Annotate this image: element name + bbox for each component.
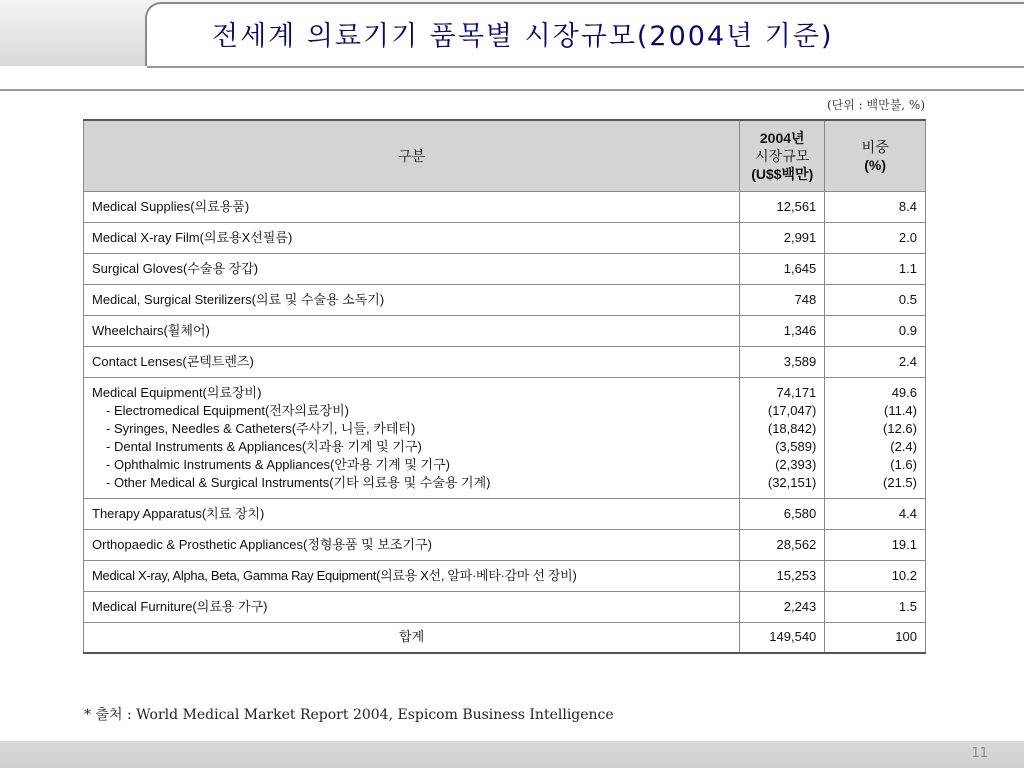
- sub-item-name: - Electromedical Equipment(전자의료장비): [92, 402, 731, 420]
- row-share: 10.2: [825, 560, 926, 591]
- table-row: [84, 191, 926, 222]
- row-share: 0.5: [825, 284, 926, 315]
- header-size-year: 2004년: [759, 129, 805, 146]
- header-category: 구분: [84, 120, 740, 191]
- row-name: Orthopaedic & Prosthetic Appliances(정형용품 및 보조기구): [84, 529, 740, 560]
- total-share: 100: [825, 622, 926, 653]
- sub-item-share: (1.6): [890, 456, 917, 472]
- market-table-container: [83, 119, 926, 654]
- header-size-label: 시장규모: [755, 147, 810, 164]
- market-size-table: [83, 119, 926, 654]
- row-size: 2,243: [740, 591, 825, 622]
- row-share: 0.9: [825, 315, 926, 346]
- row-size: 12,561: [740, 191, 825, 222]
- total-label: 합계: [84, 622, 740, 653]
- equipment-name: Medical Equipment(의료장비): [92, 384, 262, 400]
- row-size: 6,580: [740, 498, 825, 529]
- row-name: Medical, Surgical Sterilizers(의료 및 수술용 소독기): [84, 284, 740, 315]
- row-share: 8.4: [825, 191, 926, 222]
- row-share: 2.4: [825, 346, 926, 377]
- source-note: * 출처 : World Medical Market Report 2004, Espicom Business Intelligence: [84, 707, 614, 723]
- row-size: 1,346: [740, 315, 825, 346]
- footer-band: [0, 741, 1024, 768]
- row-name: Contact Lenses(콘텍트렌즈): [84, 346, 740, 377]
- header-divider: [0, 89, 1024, 91]
- row-size: 1,645: [740, 253, 825, 284]
- table-total-row: [84, 622, 926, 653]
- sub-item-size: (2,393): [775, 456, 817, 472]
- equipment-share: 49.6: [891, 384, 917, 400]
- total-size: 149,540: [740, 622, 825, 653]
- table-row: [84, 315, 926, 346]
- unit-note: (단위 : 백만불, %): [826, 98, 925, 112]
- row-size: [740, 377, 825, 498]
- sub-item-share: (2.4): [890, 438, 917, 454]
- sub-item-name: - Ophthalmic Instruments & Appliances(안과용 기계 및 기구): [92, 456, 731, 474]
- table-row: [84, 498, 926, 529]
- row-share: 4.4: [825, 498, 926, 529]
- sub-item-share: (11.4): [884, 402, 917, 418]
- row-name: Medical X-ray, Alpha, Beta, Gamma Ray Equipment(의료용 X선, 알파·베타·감마 선 장비): [84, 560, 740, 591]
- row-share: [825, 377, 926, 498]
- equipment-size: 74,171: [776, 384, 817, 400]
- sub-item-size: (3,589): [775, 438, 817, 454]
- row-name: Surgical Gloves(수술용 장갑): [84, 253, 740, 284]
- sub-item-share: (12.6): [883, 420, 917, 436]
- row-size: 748: [740, 284, 825, 315]
- row-size: 15,253: [740, 560, 825, 591]
- sub-item-share: (21.5): [883, 474, 917, 490]
- slide-title: 전세계 의료기기 품목별 시장규모(2004년 기준): [212, 21, 834, 52]
- row-name: Medical X-ray Film(의료용X선필름): [84, 222, 740, 253]
- page-number: 11: [971, 746, 988, 761]
- table-row: [84, 222, 926, 253]
- row-name: Medical Supplies(의료용품): [84, 191, 740, 222]
- row-name: Wheelchairs(휠체어): [84, 315, 740, 346]
- row-size: 28,562: [740, 529, 825, 560]
- header-share-unit: (%): [864, 156, 887, 173]
- table-row: [84, 529, 926, 560]
- header-market-size: [740, 120, 825, 191]
- table-row-medical-equipment: [84, 377, 926, 498]
- sub-item-size: (17,047): [767, 402, 817, 418]
- header-size-unit: (U$$백만): [751, 165, 814, 182]
- sub-item-size: (32,151): [767, 474, 817, 490]
- table-row: [84, 591, 926, 622]
- sub-item-name: - Dental Instruments & Appliances(치과용 기계 및 기구): [92, 438, 731, 456]
- table-header-row: [84, 120, 926, 191]
- header-share-label: 비중: [861, 138, 889, 155]
- table-row: [84, 560, 926, 591]
- row-name: Therapy Apparatus(치료 장치): [84, 498, 740, 529]
- row-name: [84, 377, 740, 498]
- table-row: [84, 346, 926, 377]
- table-row: [84, 284, 926, 315]
- sub-item-size: (18,842): [767, 420, 817, 436]
- sub-item-name: - Syringes, Needles & Catheters(주사기, 니들, 카테터): [92, 420, 731, 438]
- row-size: 2,991: [740, 222, 825, 253]
- row-share: 2.0: [825, 222, 926, 253]
- row-name: Medical Furniture(의료용 가구): [84, 591, 740, 622]
- sub-item-name: - Other Medical & Surgical Instruments(기타 의료용 및 수술용 기계): [92, 474, 731, 492]
- header-share: [825, 120, 926, 191]
- row-share: 19.1: [825, 529, 926, 560]
- row-share: 1.1: [825, 253, 926, 284]
- row-share: 1.5: [825, 591, 926, 622]
- row-size: 3,589: [740, 346, 825, 377]
- table-row: [84, 253, 926, 284]
